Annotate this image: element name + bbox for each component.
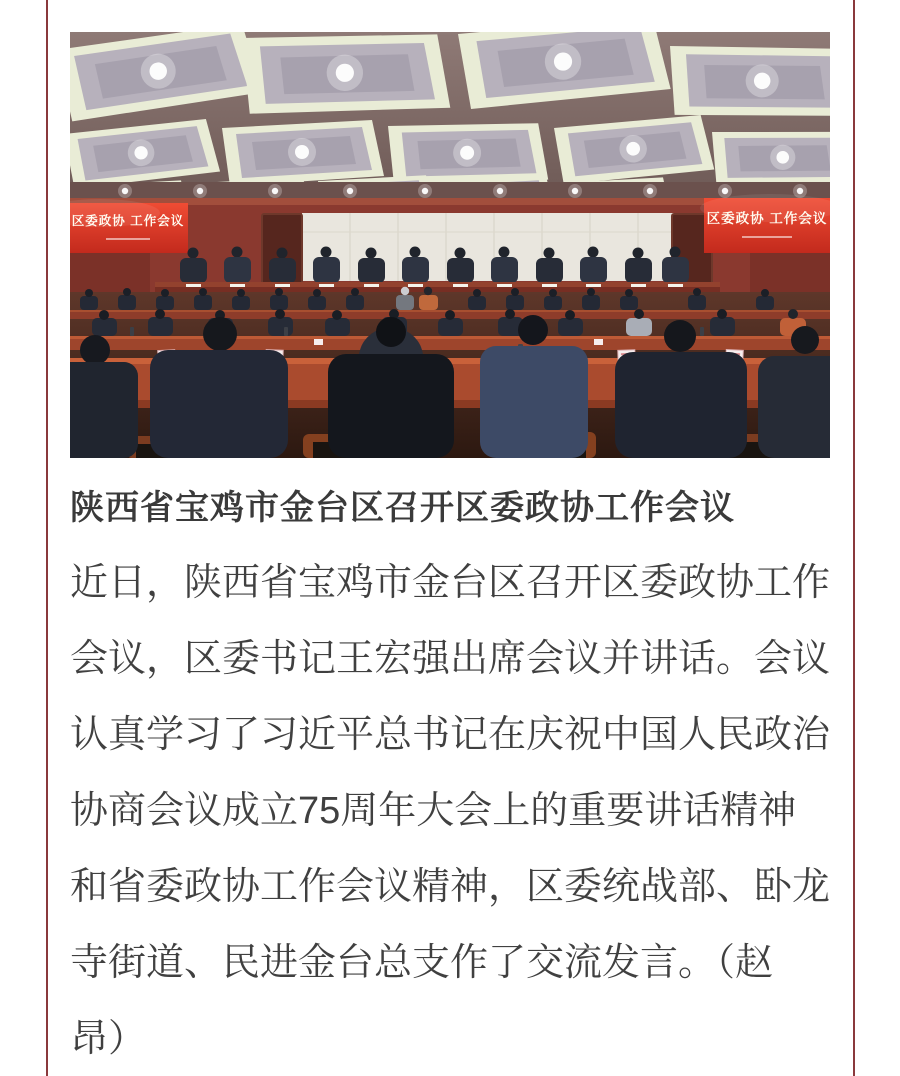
- body-line: 近日，陕西省宝鸡市金台区召开区委政协工作: [70, 562, 831, 604]
- body-line: 协商会议成立75周年大会上的重要讲话精神: [70, 790, 797, 832]
- left-rule: [46, 0, 48, 1076]
- led-screen-right: [700, 194, 830, 253]
- body-line: 和省委政协工作会议精神，区委统战部、卧龙: [70, 866, 831, 908]
- ceiling: [70, 32, 830, 227]
- gray-jacket-attendee: [626, 318, 652, 336]
- banner-text-left: 区委政协 工作会议: [71, 214, 185, 228]
- meeting-photo-canvas: [70, 32, 830, 458]
- article-body: [70, 545, 856, 1076]
- banner-text-right: 区委政协 工作会议: [706, 211, 828, 226]
- audience-rows: [70, 287, 830, 458]
- orange-attendee: [419, 295, 438, 310]
- led-screen-left: [70, 199, 188, 253]
- blue-suit-figure: [480, 346, 588, 458]
- white-hair-attendee: [396, 295, 414, 310]
- body-line: 昂）: [70, 1018, 147, 1060]
- body-line: 寺街道、民进金台总支作了交流发言。（赵: [70, 942, 774, 984]
- body-line: 会议，区委书记王宏强出席会议并讲话。会议: [70, 638, 831, 680]
- meeting-photo[interactable]: [70, 32, 830, 458]
- body-line: 认真学习了习近平总书记在庆祝中国人民政治: [70, 714, 831, 756]
- article-headline: 陕西省宝鸡市金台区召开区委政协工作会议: [70, 489, 735, 527]
